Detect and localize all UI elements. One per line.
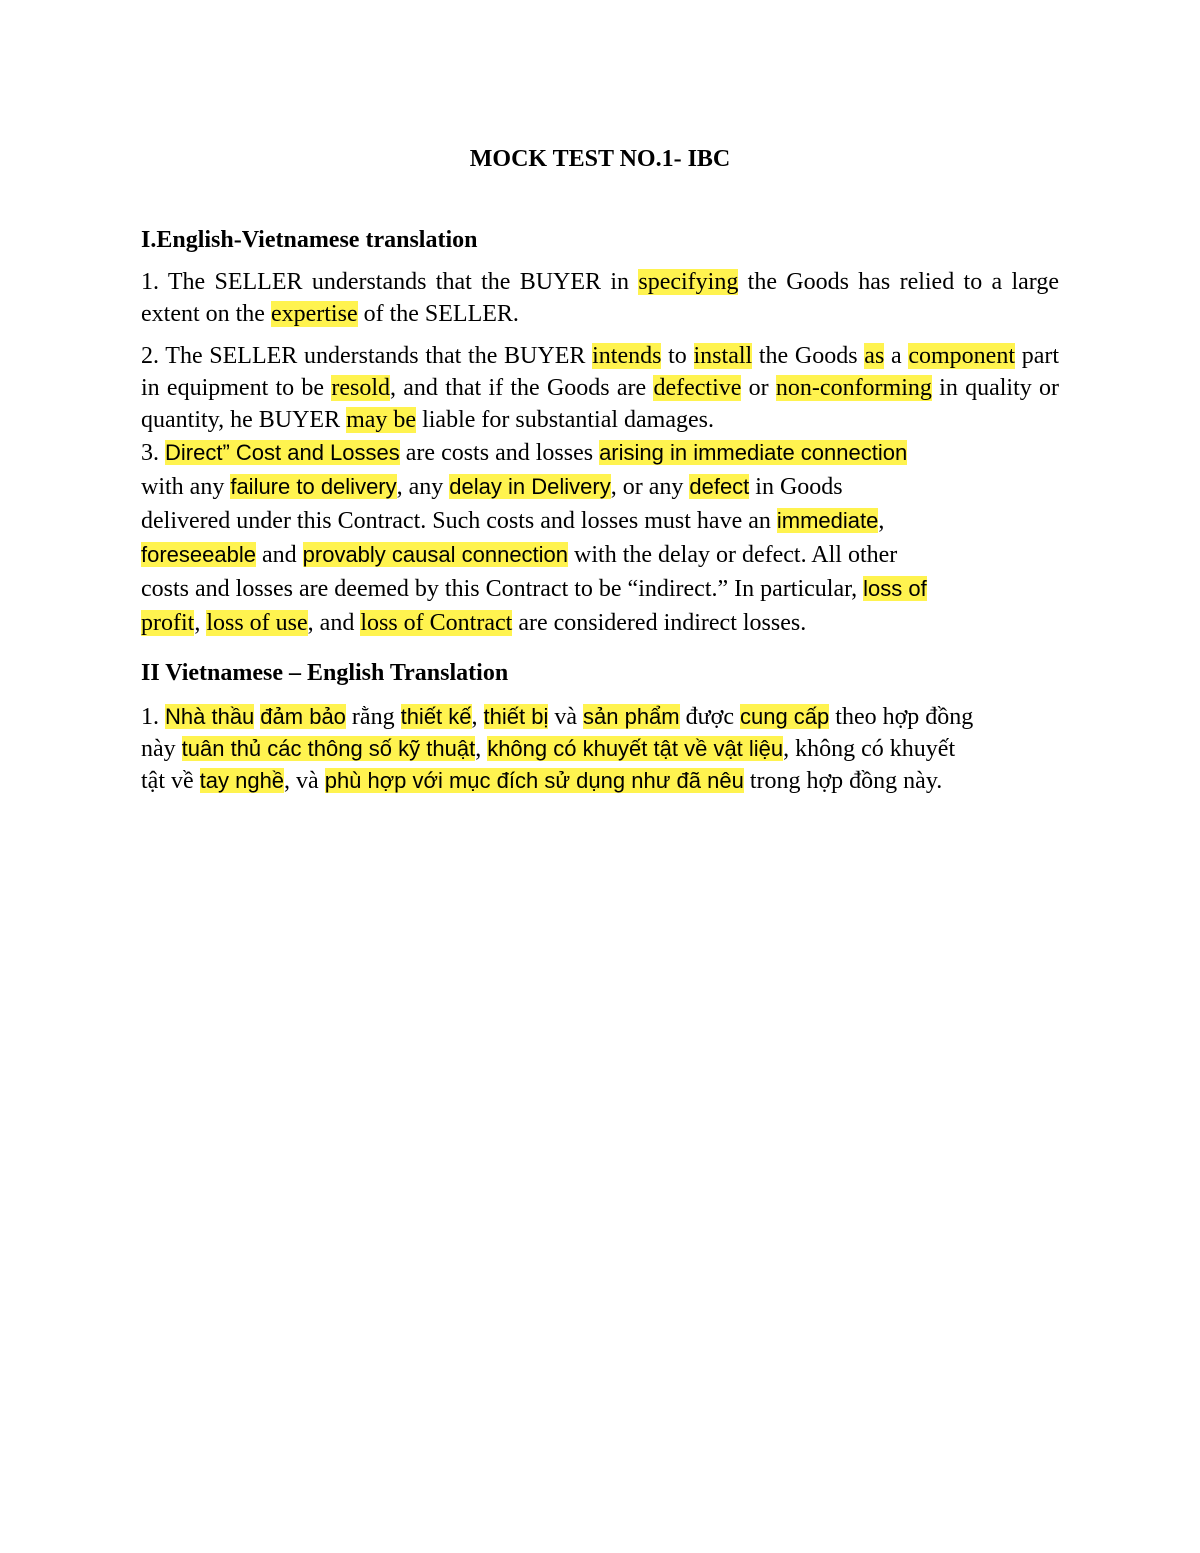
highlighted-term: thiết bị bbox=[483, 704, 549, 729]
section-heading-english-vietnamese: I.English-Vietnamese translation bbox=[141, 227, 478, 253]
paragraph-item-3 bbox=[141, 436, 1059, 640]
paragraph-item-1: 1. The SELLER understands that the BUYER in specifying the Goods has relied to a large extent on the expertise of the SELLER. bbox=[141, 269, 1059, 327]
paragraph-line: 1. Nhà thầu đảm bảo rằng thiết kế, thiết bị và sản phẩm được cung cấp theo hợp đồng bbox=[141, 704, 974, 730]
highlighted-term: Nhà thầu bbox=[165, 704, 255, 729]
paragraph-line: costs and losses are deemed by this Contract to be “indirect.” In particular, loss of bbox=[141, 576, 927, 602]
highlighted-term: expertise bbox=[270, 301, 358, 327]
highlighted-term: tuân thủ các thông số kỹ thuật bbox=[181, 736, 476, 761]
highlighted-term: loss of Contract bbox=[360, 610, 513, 636]
paragraph-line: delivered under this Contract. Such costs and losses must have an immediate, bbox=[141, 508, 885, 534]
highlighted-term: intends bbox=[592, 343, 662, 369]
highlighted-term: immediate bbox=[776, 508, 879, 533]
highlighted-term: component bbox=[908, 343, 1015, 369]
highlighted-term: failure to delivery bbox=[230, 474, 397, 499]
highlighted-term: non-conforming bbox=[775, 375, 932, 401]
document-title: MOCK TEST NO.1- IBC bbox=[469, 146, 731, 172]
highlighted-term: resold bbox=[331, 375, 391, 401]
paragraph-line: này tuân thủ các thông số kỹ thuật, không có khuyết tật về vật liệu, không có khuyết bbox=[141, 736, 956, 762]
paragraph-line: 3. Direct” Cost and Losses are costs and losses arising in immediate connection bbox=[141, 440, 908, 466]
highlighted-term: arising in immediate connection bbox=[599, 440, 908, 465]
highlighted-term: loss of use bbox=[206, 610, 308, 636]
highlighted-term: loss of bbox=[863, 576, 927, 601]
highlighted-term: defect bbox=[689, 474, 750, 499]
highlighted-term: specifying bbox=[638, 269, 739, 295]
paragraph-line: with any failure to delivery, any delay in Delivery, or any defect in Goods bbox=[141, 474, 843, 500]
paragraph-item-2: 2. The SELLER understands that the BUYER intends to install the Goods as a component part in equipment to be resold, and that if the Goods are defective or non-conforming in quality or quantity, he BUYER may be liable for substantial damages. bbox=[141, 343, 1060, 433]
highlighted-term: install bbox=[693, 343, 753, 369]
highlighted-term: cung cấp bbox=[739, 704, 830, 729]
section-heading-vietnamese-english: II Vietnamese – English Translation bbox=[141, 660, 509, 686]
highlighted-term: phù hợp với mục đích sử dụng như đã nêu bbox=[324, 768, 744, 793]
paragraph-line: foreseeable and provably causal connection with the delay or defect. All other bbox=[141, 542, 898, 568]
highlighted-term: provably causal connection bbox=[302, 542, 569, 567]
highlighted-term: delay in Delivery bbox=[449, 474, 611, 499]
paragraph-line: profit, loss of use, and loss of Contract are considered indirect losses. bbox=[141, 610, 807, 636]
highlighted-term: may be bbox=[346, 407, 417, 433]
highlighted-term: profit bbox=[141, 610, 195, 636]
highlighted-term: foreseeable bbox=[141, 542, 256, 567]
highlighted-term: đảm bảo bbox=[260, 704, 346, 729]
paragraph-item-vi-1 bbox=[141, 701, 1059, 797]
highlighted-term: không có khuyết tật về vật liệu bbox=[487, 736, 784, 761]
highlighted-term: defective bbox=[653, 375, 742, 401]
highlighted-term: as bbox=[864, 343, 885, 369]
highlighted-term: thiết kế bbox=[400, 704, 472, 729]
highlighted-term: Direct” Cost and Losses bbox=[165, 440, 400, 465]
highlighted-term: sản phẩm bbox=[583, 704, 680, 729]
highlighted-term: tay nghề bbox=[199, 768, 285, 793]
paragraph-line: tật về tay nghề, và phù hợp với mục đích sử dụng như đã nêu trong hợp đồng này. bbox=[141, 768, 943, 794]
